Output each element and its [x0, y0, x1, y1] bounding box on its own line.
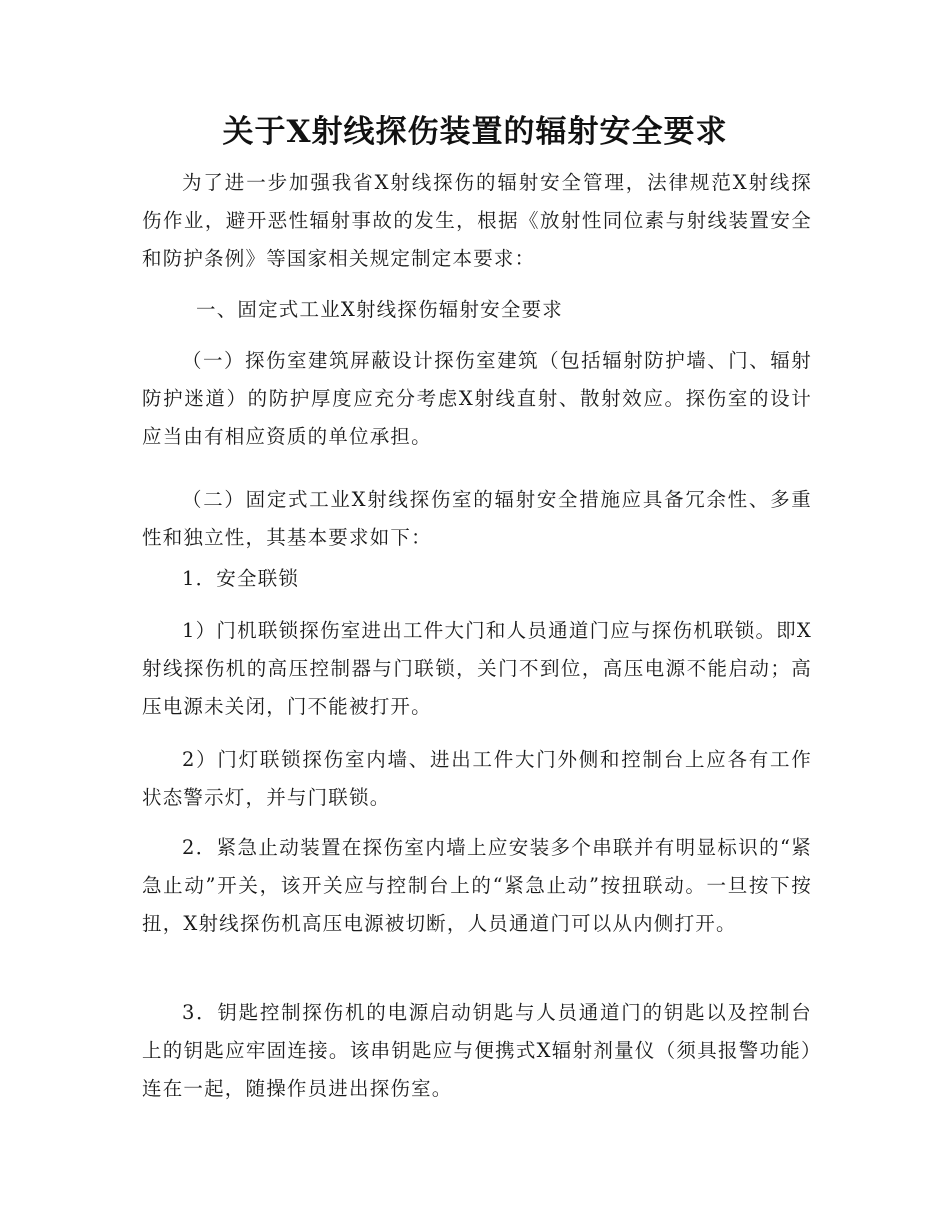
paragraph-shielding: （一）探伤室建筑屏蔽设计探伤室建筑（包括辐射防护墙、门、辐射防护迷道）的防护厚度应充分考虑X射线直射、散射效应。探伤室的设计应当由有相应资质的单位承担。 [142, 349, 812, 448]
document-title: 关于X射线探伤装置的辐射安全要求 [222, 114, 728, 150]
section-heading-1: 一、固定式工业X射线探伤辐射安全要求 [196, 298, 563, 321]
intro-paragraph: 为了进一步加强我省X射线探伤的辐射安全管理，法律规范X射线探伤作业，避开恶性辐射事故的发生，根据《放射性同位素与射线装置安全和防护条例》等国家相关规定制定本要求： [142, 171, 812, 270]
paragraph-door-light-interlock: 2）门灯联锁探伤室内墙、进出工件大门外侧和控制台上应各有工作状态警示灯，并与门联锁。 [142, 748, 812, 809]
paragraph-key-control: 3．钥匙控制探伤机的电源启动钥匙与人员通道门的钥匙以及控制台上的钥匙应牢固连接。该串钥匙应与便携式X辐射剂量仪（须具报警功能）连在一起，随操作员进出探伤室。 [142, 1001, 812, 1100]
paragraph-door-machine-interlock: 1）门机联锁探伤室进出工件大门和人员通道门应与探伤机联锁。即X射线探伤机的高压控制器与门联锁，关门不到位，高压电源不能启动；高压电源未关闭，门不能被打开。 [142, 619, 812, 718]
subheading-interlock: 1．安全联锁 [182, 567, 300, 590]
paragraph-safety-measures: （二）固定式工业X射线探伤室的辐射安全措施应具备冗余性、多重性和独立性，其基本要求如下： [142, 488, 812, 549]
paragraph-emergency-stop: 2．紧急止动装置在探伤室内墙上应安装多个串联并有明显标识的“紧急止动”开关，该开关应与控制台上的“紧急止动”按扭联动。一旦按下按扭，X射线探伤机高压电源被切断，人员通道门可以从内侧打开。 [142, 836, 812, 935]
